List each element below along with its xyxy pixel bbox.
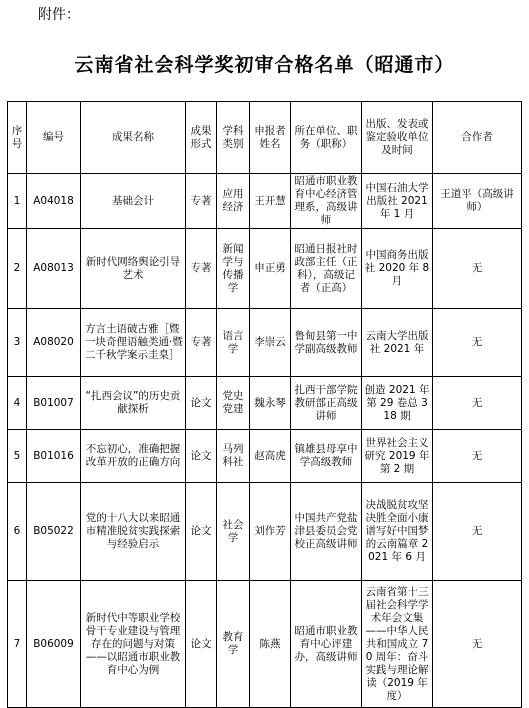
table-row bbox=[8, 229, 522, 309]
table-row bbox=[8, 309, 522, 377]
header-code: 编号 bbox=[27, 102, 81, 174]
cell-code: B05022 bbox=[27, 483, 81, 581]
table-row bbox=[8, 483, 522, 581]
cell-subject: 社会学 bbox=[217, 483, 250, 581]
cell-subject: 新闻学与传播学 bbox=[217, 229, 250, 309]
header-applicant: 申报者姓名 bbox=[250, 102, 291, 174]
cell-seq: 1 bbox=[8, 174, 27, 229]
cell-applicant: 魏永琴 bbox=[250, 377, 291, 430]
cell-unit: 扎西干部学院教研部正高级讲师 bbox=[291, 377, 362, 430]
cell-publication: 云南省第十三届社会科学学术年会文集——中华人民共和国成立 70 周年：奋斗实践与理论解读（2019 年度） bbox=[362, 581, 433, 708]
cell-name: 方言土语破古雅［暨一块奇俚语触类通·暨二千秋学案示圭臬］ bbox=[81, 309, 186, 377]
cell-form: 专著 bbox=[186, 174, 217, 229]
table-row bbox=[8, 430, 522, 483]
header-coauthor: 合作者 bbox=[433, 102, 522, 174]
cell-seq: 2 bbox=[8, 229, 27, 309]
cell-subject: 教育学 bbox=[217, 581, 250, 708]
cell-code: A04018 bbox=[27, 174, 81, 229]
header-publication: 出版、发表或鉴定验收单位及时间 bbox=[362, 102, 433, 174]
cell-unit: 昭通市职业教育中心经济管理系，高级讲师 bbox=[291, 174, 362, 229]
cell-publication: 决战脱贫攻坚 决胜全面小康 谱写好中国梦的云南篇章 2021 年 6 月 bbox=[362, 483, 433, 581]
cell-applicant: 刘作芳 bbox=[250, 483, 291, 581]
cell-name: 不忘初心，准确把握改革开放的正确方向 bbox=[81, 430, 186, 483]
qualified-list-table bbox=[7, 101, 522, 708]
cell-publication: 中国石油大学出版社 2021 年 1 月 bbox=[362, 174, 433, 229]
cell-applicant: 陈燕 bbox=[250, 581, 291, 708]
document-title: 云南省社会科学奖初审合格名单（昭通市） bbox=[74, 54, 455, 76]
cell-subject: 马列科社 bbox=[217, 430, 250, 483]
cell-coauthor: 无 bbox=[433, 377, 522, 430]
cell-unit: 昭通日报社时政部主任（正科），高级记者（正高） bbox=[291, 229, 362, 309]
cell-form: 专著 bbox=[186, 229, 217, 309]
cell-form: 论文 bbox=[186, 377, 217, 430]
header-unit: 所在单位、职务（职称） bbox=[291, 102, 362, 174]
cell-applicant: 赵高虎 bbox=[250, 430, 291, 483]
cell-coauthor: 无 bbox=[433, 581, 522, 708]
cell-seq: 4 bbox=[8, 377, 27, 430]
header-seq: 序号 bbox=[8, 102, 27, 174]
cell-subject: 党史党建 bbox=[217, 377, 250, 430]
cell-coauthor: 无 bbox=[433, 483, 522, 581]
cell-form: 论文 bbox=[186, 483, 217, 581]
header-subject: 学科类别 bbox=[217, 102, 250, 174]
cell-coauthor: 无 bbox=[433, 309, 522, 377]
cell-publication: 创造 2021 年第 29 卷总 318 期 bbox=[362, 377, 433, 430]
cell-unit: 鲁甸县第一中学副高级教师 bbox=[291, 309, 362, 377]
cell-form: 专著 bbox=[186, 309, 217, 377]
cell-applicant: 王开慧 bbox=[250, 174, 291, 229]
cell-name: 党的十八大以来昭通市精准脱贫实践探索与经验启示 bbox=[81, 483, 186, 581]
cell-unit: 镇雄县母享中学高级教师 bbox=[291, 430, 362, 483]
cell-publication: 中国商务出版社 2020 年 8 月 bbox=[362, 229, 433, 309]
cell-form: 论文 bbox=[186, 430, 217, 483]
cell-code: A08020 bbox=[27, 309, 81, 377]
table-row bbox=[8, 581, 522, 708]
cell-coauthor: 王道平（高级讲师） bbox=[433, 174, 522, 229]
header-form: 成果形式 bbox=[186, 102, 217, 174]
cell-name: 新时代中等职业学校骨干专业建设与管理存在的问题与对策 ——以昭通市职业教育中心为例 bbox=[81, 581, 186, 708]
cell-seq: 5 bbox=[8, 430, 27, 483]
cell-unit: 中国共产党盐津县委员会党校正高级讲师 bbox=[291, 483, 362, 581]
cell-coauthor: 无 bbox=[433, 430, 522, 483]
table-row bbox=[8, 174, 522, 229]
cell-coauthor: 无 bbox=[433, 229, 522, 309]
cell-subject: 语言学 bbox=[217, 309, 250, 377]
cell-code: A08013 bbox=[27, 229, 81, 309]
table-row bbox=[8, 377, 522, 430]
cell-form: 论文 bbox=[186, 581, 217, 708]
header-name: 成果名称 bbox=[81, 102, 186, 174]
cell-code: B01016 bbox=[27, 430, 81, 483]
cell-subject: 应用经济 bbox=[217, 174, 250, 229]
cell-applicant: 申正勇 bbox=[250, 229, 291, 309]
attachment-label: 附件： bbox=[38, 7, 80, 23]
cell-name: 基础会计 bbox=[81, 174, 186, 229]
table-header-row bbox=[8, 102, 522, 174]
cell-seq: 6 bbox=[8, 483, 27, 581]
cell-seq: 7 bbox=[8, 581, 27, 708]
cell-publication: 世界社会主义研究 2019 年第 2 期 bbox=[362, 430, 433, 483]
cell-publication: 云南大学出版社 2021 年 bbox=[362, 309, 433, 377]
cell-code: B01007 bbox=[27, 377, 81, 430]
cell-name: 新时代网络舆论引导艺术 bbox=[81, 229, 186, 309]
cell-applicant: 李崇云 bbox=[250, 309, 291, 377]
cell-name: “扎西会议”的历史贡献探析 bbox=[81, 377, 186, 430]
cell-code: B06009 bbox=[27, 581, 81, 708]
cell-seq: 3 bbox=[8, 309, 27, 377]
cell-unit: 昭通市职业教育中心评建办，高级讲师 bbox=[291, 581, 362, 708]
